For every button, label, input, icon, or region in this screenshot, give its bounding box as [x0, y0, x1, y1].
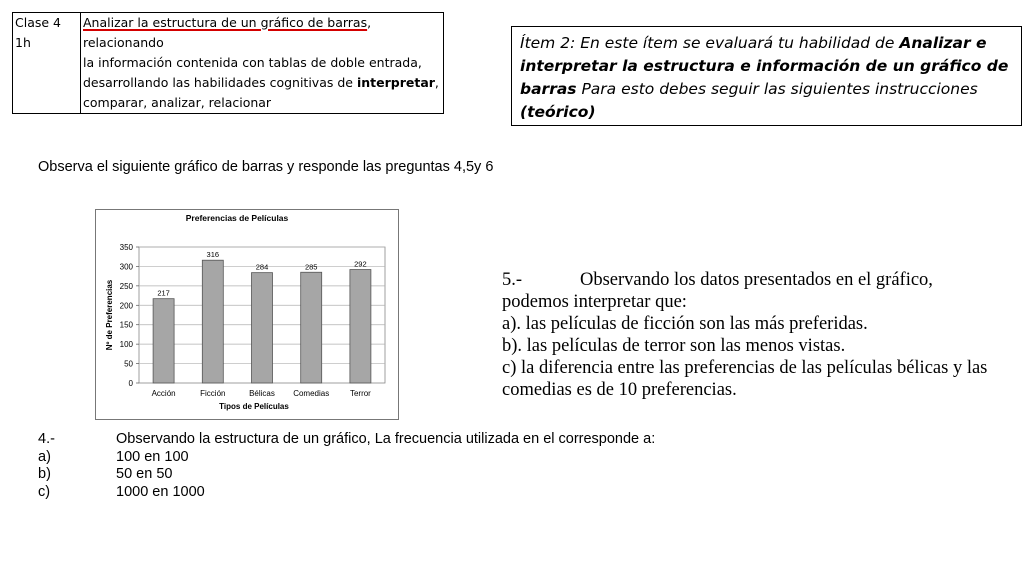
item-description-box [511, 26, 1022, 126]
x-axis-label: Tipos de Películas [219, 402, 289, 411]
item-text-2: Para esto debes seguir las siguientes instrucciones [576, 80, 978, 98]
class-label: Clase 4 [15, 15, 61, 30]
y-tick-label: 50 [124, 359, 133, 369]
y-tick-label: 250 [119, 281, 133, 291]
q5-stem-line2: podemos interpretar que: [502, 292, 687, 312]
data-label: 284 [255, 262, 269, 272]
data-label: 292 [354, 259, 367, 269]
q4-option-c-label: c) [38, 483, 51, 500]
q5-option-c: c) la diferencia entre las preferencias de las películas bélicas y las comedias es de 10 preferencias. [502, 358, 988, 400]
objective-cell [81, 13, 444, 114]
y-tick-label: 100 [119, 340, 133, 350]
q4-option-c-text: 1000 en 1000 [116, 483, 205, 500]
question-5 [502, 269, 1012, 401]
q4-stem: Observando la estructura de un gráfico, La frecuencia utilizada en el corresponde a: [116, 431, 656, 447]
q4-option-a-text: 100 en 100 [116, 448, 189, 465]
objective-line3-pre: desarrollando las habilidades cognitivas de [83, 75, 357, 90]
q4-number: 4.- [38, 431, 55, 447]
q4-option-a-label: a) [38, 448, 51, 465]
bar-comedias [301, 272, 322, 383]
bar-chart-svg [96, 210, 398, 419]
x-tick-label: Comedias [293, 389, 330, 398]
bar-chart [95, 209, 399, 420]
bar-ficción [202, 260, 223, 383]
y-tick-label: 200 [119, 301, 133, 311]
y-axis-label: Nº de Preferencias [105, 279, 114, 351]
data-label: 217 [157, 288, 170, 298]
q4-option-b-label: b) [38, 466, 51, 482]
q5-option-a: a). las películas de ficción son las más preferidas. [502, 314, 868, 334]
data-label: 316 [206, 250, 220, 260]
chart-title: Preferencias de Películas [185, 213, 289, 223]
bar-acción [153, 299, 174, 383]
x-tick-label: Bélicas [249, 389, 275, 398]
y-tick-label: 300 [119, 262, 133, 272]
q5-number: 5.- [502, 270, 523, 290]
q5-option-b: b). las películas de terror son las menos vistas. [502, 336, 846, 356]
objective-underlined: Analizar la estructura de un gráfico de barras [83, 15, 368, 30]
objective-line3-post: , [434, 75, 439, 90]
y-tick-label: 0 [128, 379, 133, 388]
objective-line4: comparar, analizar, relacionar [83, 95, 272, 110]
y-tick-label: 150 [119, 320, 133, 330]
class-cell [13, 13, 81, 114]
bar-bélicas [252, 273, 273, 383]
q4-option-b-text: 50 en 50 [116, 466, 173, 482]
objective-line1-rest: , relacionando [83, 15, 372, 50]
x-tick-label: Ficción [200, 389, 226, 398]
q5-stem-line1: Observando los datos presentados en el gráfico, [580, 270, 933, 290]
question-4 [38, 431, 655, 501]
class-info-table [12, 12, 444, 114]
item-bold-2: (teórico) [520, 103, 596, 121]
class-hours: 1h [15, 35, 31, 50]
y-tick-label: 350 [119, 243, 133, 252]
bar-terror [350, 270, 371, 383]
data-label: 285 [304, 262, 318, 272]
x-tick-label: Terror [349, 389, 371, 398]
item-bold-1: Analizar e interpretar la estructura e información de un gráfico de barras [520, 34, 1009, 98]
item-text-1: Ítem 2: En este ítem se evaluará tu habilidad de [520, 34, 900, 52]
x-tick-label: Acción [151, 389, 176, 398]
objective-line2: la información contenida con tablas de doble entrada, [83, 55, 422, 70]
objective-line3-bold: interpretar [356, 75, 435, 90]
instruction-text: Observa el siguiente gráfico de barras y responde las preguntas 4,5y 6 [38, 159, 494, 175]
